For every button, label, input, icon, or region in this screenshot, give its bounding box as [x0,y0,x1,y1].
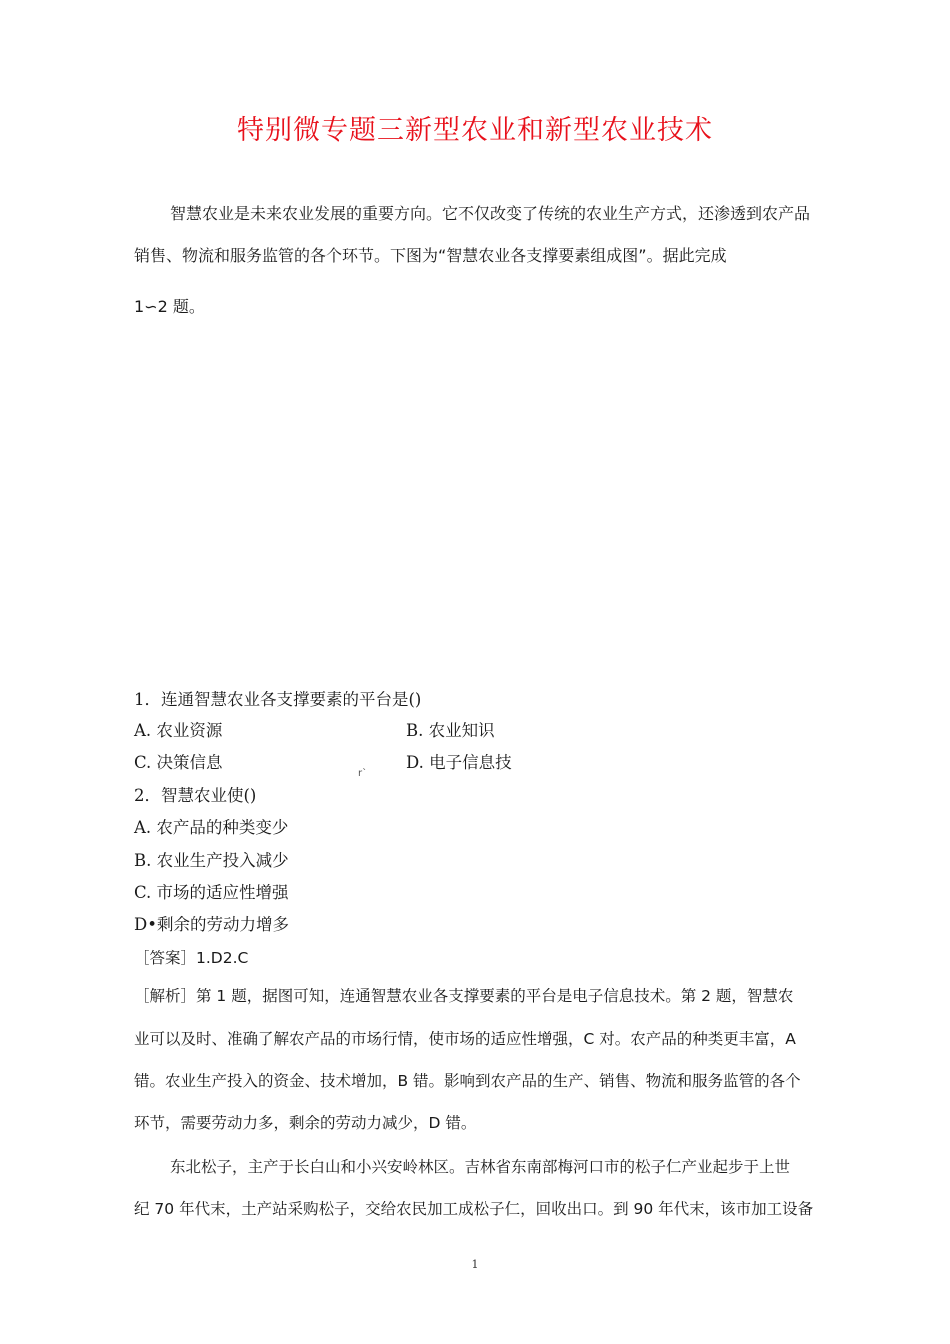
question-1-option-a: A. 农业资源 [134,721,223,740]
question-2-option-b: B. 农业生产投入减少 [134,851,289,870]
question-1-option-c: C. 决策信息 [134,753,223,772]
intro-line-1: 智慧农业是未来农业发展的重要方向。它不仅改变了传统的农业生产方式，还渗透到农产品 [170,204,811,223]
intro-line-2: 销售、物流和服务监管的各个环节。下图为“智慧农业各支撑要素组成图”。据此完成 [134,246,727,265]
question-2-option-c: C. 市场的适应性增强 [134,883,289,902]
question-2-stem: 2．智慧农业使() [134,786,257,805]
question-1-stem: 1．连通智慧农业各支撑要素的平台是() [134,690,422,709]
stray-mark: r` [358,768,368,779]
figure-placeholder [134,330,824,670]
answer-line: ［答案］1.D2.C [134,949,249,967]
passage-2-line-2: 纪 70 年代末，土产站采购松子，交给农民加工成松子仁，回收出口。到 90 年代末，该市加工设备 [134,1200,814,1218]
question-2-option-d: D•剩余的劳动力增多 [134,915,289,934]
question-1-option-d: D. 电子信息技 [406,753,512,772]
intro-line-3: 1∽2 题。 [134,297,205,316]
page-number: 1 [471,1258,479,1271]
analysis-line-2: 业可以及时、准确了解农产品的市场行情，使市场的适应性增强，C 对。农产品的种类更丰富，A [134,1030,796,1048]
page-title: 特别微专题三新型农业和新型农业技术 [237,115,713,146]
question-2-option-a: A. 农产品的种类变少 [134,818,289,837]
analysis-line-1: ［解析］第 1 题，据图可知，连通智慧农业各支撑要素的平台是电子信息技术。第 2 题，智慧农 [134,987,794,1005]
passage-2-line-1: 东北松子，主产于长白山和小兴安岭林区。吉林省东南部梅河口市的松子仁产业起步于上世 [170,1158,791,1176]
question-1-option-b: B. 农业知识 [406,721,495,740]
analysis-line-4: 环节，需要劳动力多，剩余的劳动力减少，D 错。 [134,1114,477,1132]
analysis-line-3: 错。农业生产投入的资金、技术增加，B 错。影响到农产品的生产、销售、物流和服务监管的各个 [134,1072,801,1090]
